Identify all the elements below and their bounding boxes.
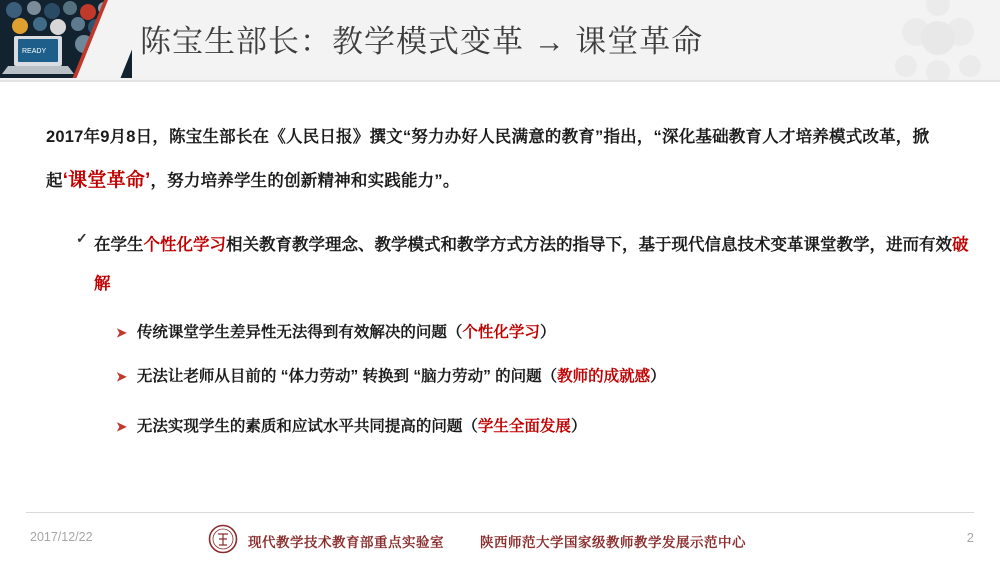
arrow-bullet-icon: ➤ (116, 325, 127, 340)
bullet-level1-highlight2: 破解 (94, 236, 969, 293)
list-item-tail: ） (650, 368, 666, 385)
arrow-bullet-icon: ➤ (116, 369, 127, 384)
check-mark-icon: ✓ (76, 230, 88, 246)
intro-paragraph-part2: ，努力培养学生的创新精神和实践能力”。 (150, 171, 460, 190)
slide-footer (0, 512, 1000, 562)
slide-content (0, 92, 1000, 502)
bullet-level1-part1: 在学生 (94, 236, 144, 254)
intro-paragraph (46, 118, 964, 203)
list-item-highlight: 个性化学习 (462, 324, 540, 341)
intro-paragraph-part1: 2017年9月8日，陈宝生部长在《人民日报》撰文“努力办好人民满意的教育”指出，“深化基础教育人才培养模式改革，掀起 (46, 128, 930, 190)
list-item (116, 364, 666, 386)
list-item-highlight: 教师的成就感 (557, 368, 651, 385)
footer-date: 2017/12/22 (30, 530, 93, 544)
header-divider (0, 80, 1000, 82)
slide-header (0, 0, 1000, 82)
circles-watermark-icon (876, 0, 996, 82)
list-item-tail: ） (539, 324, 556, 341)
university-seal-icon (208, 524, 238, 554)
list-item (116, 414, 586, 436)
svg-text:READY: READY (22, 48, 47, 55)
intro-paragraph-emphasis: ‘课堂革命’ (62, 169, 151, 191)
footer-lab-name: 现代教学技术教育部重点实验室 (248, 535, 444, 550)
arrow-bullet-icon: ➤ (116, 419, 127, 434)
footer-divider (26, 512, 974, 513)
footer-center-name: 陕西师范大学国家级教师教学发展示范中心 (480, 535, 746, 550)
list-item-text: 传统课堂学生差异性无法得到有效解决的问题（ (136, 324, 463, 341)
footer-page-number: 2 (966, 530, 974, 545)
page-title: 陈宝生部长：教学模式变革 → 课堂革命 (140, 24, 704, 59)
list-item (116, 320, 555, 342)
list-item-tail: ） (570, 418, 587, 435)
list-item-text: 无法实现学生的素质和应试水平共同提高的问题（ (136, 418, 478, 435)
list-item-text: 无法让老师从目前的 “体力劳动” 转换到 “脑力劳动” 的问题（ (136, 368, 558, 385)
bullet-level1-part2: 相关教育教学理念、教学模式和教学方式方法的指导下，基于现代信息技术变革课堂教学，进而有效 (226, 236, 952, 254)
list-item-highlight: 学生全面发展 (477, 418, 571, 435)
bullet-level1 (72, 226, 970, 304)
bullet-level1-highlight1: 个性化学习 (143, 236, 226, 254)
